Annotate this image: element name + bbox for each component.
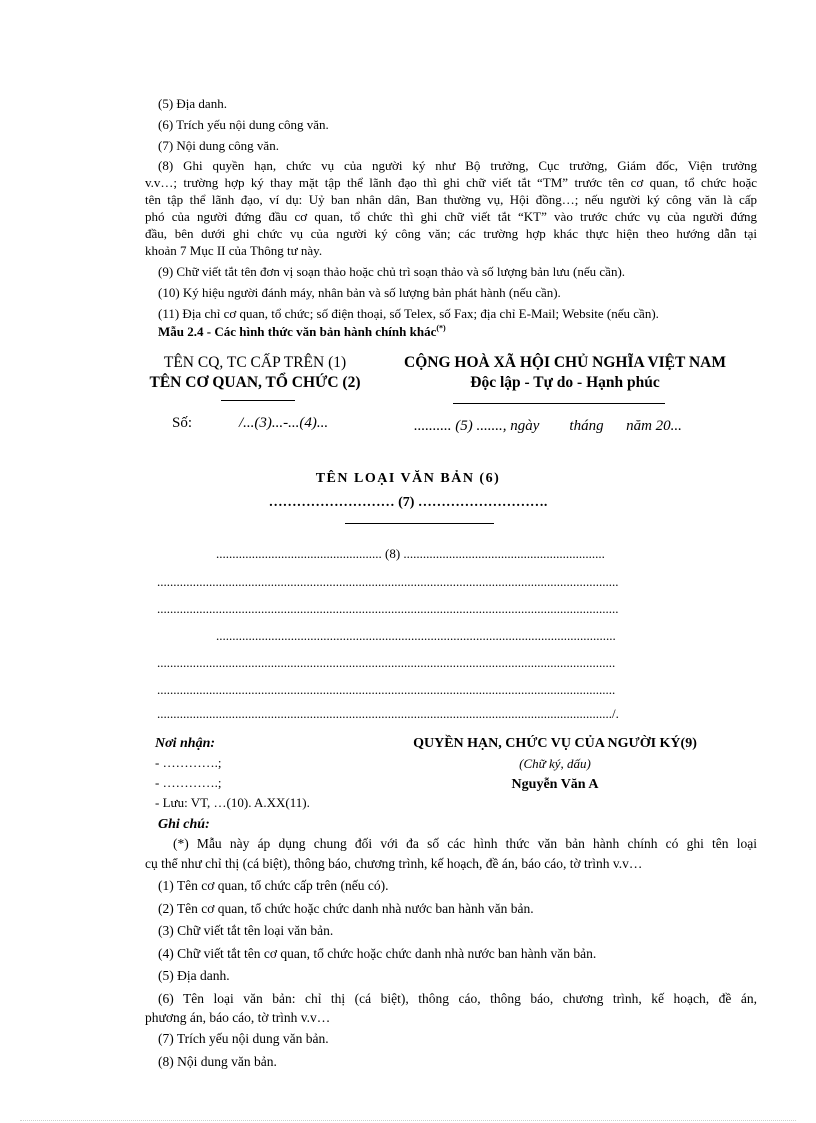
note-3: (3) Chữ viết tắt tên loại văn bản. (158, 923, 334, 938)
form-title-text: Mẫu 2.4 - Các hình thức văn bản hành chính khác (158, 324, 437, 339)
body-line: .............................................................................................................................................. (157, 601, 619, 616)
recipient-item: - ………….; (155, 775, 222, 790)
nation-title: CỘNG HOÀ XÃ HỘI CHỦ NGHĨA VIỆT NAM (404, 354, 726, 371)
note-6b-line2: phương án, báo cáo, tờ trình v.v… (145, 1010, 331, 1025)
note-8-line5: đầu, bên dưới ghi chức vụ của người ký công văn; các trường hợp khác thực hiện theo hướng dẫn tại (145, 226, 757, 241)
signature-note: (Chữ ký, dấu) (519, 756, 591, 771)
note-4: (4) Chữ viết tắt tên cơ quan, tổ chức hoặc chức danh nhà nước ban hành văn bản. (158, 946, 597, 961)
note-8-line6: khoản 7 Mục II của Thông tư này. (145, 243, 323, 258)
note-8-line1: (8) Ghi quyền hạn, chức vụ của người ký như Bộ trưởng, Cục trưởng, Giám đốc, Viện trưởng (158, 158, 757, 173)
body-line: ............................................................................................................................................. (157, 655, 616, 670)
form-title (158, 324, 446, 340)
body-line: ............................................................................................................................................/. (157, 706, 619, 721)
note-8-line4: phó của người đứng đầu cơ quan, tổ chức thì ghi chữ viết tắt “KT” vào trước chức vụ của người đứng (145, 209, 757, 224)
note-5b: (5) Địa danh. (158, 968, 230, 983)
note-1: (1) Tên cơ quan, tổ chức cấp trên (nếu có). (158, 878, 389, 893)
number-label: Số: (172, 415, 193, 431)
doc-type: TÊN LOẠI VĂN BẢN (6) (315, 471, 501, 486)
note-5: (5) Địa danh. (158, 96, 227, 111)
org-name: TÊN CƠ QUAN, TỔ CHỨC (2) (149, 374, 361, 391)
body-line: ................................................... (8) .............................................................. (216, 546, 605, 561)
note-star-line1: (*) Mẫu này áp dụng chung đối với đa số các hình thức văn bản hành chính có ghi tên loại (173, 836, 757, 851)
body-line: ............................................................................................................................................. (157, 682, 616, 697)
note-9: (9) Chữ viết tắt tên đơn vị soạn thảo hoặc chủ trì soạn thảo và số lượng bản lưu (nếu cần). (158, 264, 626, 279)
signer-name: Nguyễn Văn A (511, 777, 599, 792)
note-10: (10) Ký hiệu người đánh máy, nhân bản và số lượng bản phát hành (nếu cần). (158, 285, 561, 300)
form-title-mark: (*) (436, 323, 446, 333)
note-8b: (8) Nội dung văn bản. (158, 1054, 277, 1069)
number-value: /...(3)...-...(4)... (239, 415, 329, 431)
recipients-label: Nơi nhận: (155, 736, 216, 751)
note-6b-line1: (6) Tên loại văn bản: chỉ thị (cá biệt), thông cáo, thông báo, chương trình, kế hoạch, đề án, (158, 991, 757, 1006)
motto-underline (453, 403, 665, 404)
note-2: (2) Tên cơ quan, tổ chức hoặc chức danh nhà nước ban hành văn bản. (158, 901, 534, 916)
signer-title: QUYỀN HẠN, CHỨC VỤ CỦA NGƯỜI KÝ(9) (413, 736, 697, 751)
recipient-archive: - Lưu: VT, …(10). A.XX(11). (155, 795, 310, 810)
note-7: (7) Nội dung công văn. (158, 138, 279, 153)
doc-summary: ……………………… (7) ………………………. (268, 495, 548, 510)
note-7b: (7) Trích yếu nội dung văn bản. (158, 1031, 329, 1046)
note-11: (11) Địa chỉ cơ quan, tổ chức; số điện thoại, số Telex, số Fax; địa chỉ E-Mail; Website (nếu cần). (158, 306, 659, 321)
page-bottom-divider (20, 1120, 796, 1121)
place-date: .......... (5) ......., ngày tháng năm 20... (414, 418, 682, 434)
notes-label: Ghi chú: (158, 817, 210, 832)
nation-motto: Độc lập - Tự do - Hạnh phúc (470, 374, 660, 391)
recipient-item: - ………….; (155, 755, 222, 770)
note-8-line2: v.v…; trường hợp ký thay mặt tập thể lãnh đạo thì ghi chữ viết tắt “TM” trước tên cơ quan, tổ chức hoặc (145, 175, 757, 190)
body-line: ........................................................................................................................... (216, 628, 616, 643)
note-6: (6) Trích yếu nội dung công văn. (158, 117, 329, 132)
note-star-line2: cụ thể như chỉ thị (cá biệt), thông báo, chương trình, kế hoạch, đề án, báo cáo, tờ trình v.v… (145, 856, 643, 871)
body-line: .............................................................................................................................................. (157, 574, 619, 589)
org-underline (221, 400, 295, 401)
summary-underline (345, 523, 494, 524)
org-parent: TÊN CQ, TC CẤP TRÊN (1) (163, 354, 347, 371)
note-8-line3: tên tập thể lãnh đạo, ví dụ: Uỷ ban nhân dân, Ban thường vụ, Hội đồng…; nếu người ký công văn là cấp (145, 192, 757, 207)
